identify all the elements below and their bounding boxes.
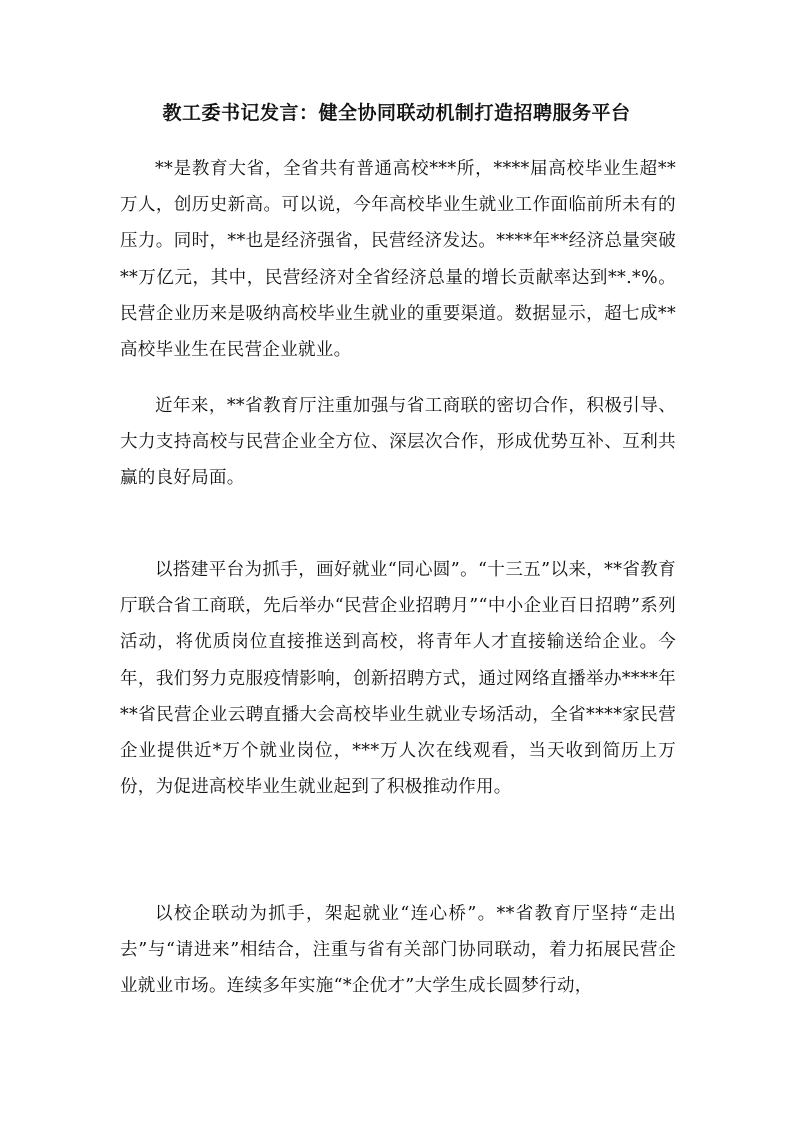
paragraph-2: 近年来，**省教育厅注重加强与省工商联的密切合作，积极引导、大力支持高校与民营企业全方位、深层次合作，形成优势互补、互利共赢的良好局面。 — [120, 396, 676, 489]
document-title: 教工委书记发言：健全协同联动机制打造招聘服务平台 — [162, 102, 631, 124]
paragraph-4: 以校企联动为抓手，架起就业“连心桥”。**省教育厅坚持“走出去”与“请进来”相结合，注重与省有关部门协同联动，着力拓展民营企业就业市场。连续多年实施“*企优才”大学生成长圆梦行动， — [120, 904, 676, 997]
paragraph-3: 以搭建平台为抓手，画好就业“同心圆”。“十三五”以来，**省教育厅联合省工商联，先后举办“民营企业招聘月”“中小企业百日招聘”系列活动，将优质岗位直接推送到高校，将青年人才直接输送给企业。今年，我们努力克服疫情影响，创新招聘方式，通过网络直播举办****年**省民营企业云聘直播大会高校毕业生就业专场活动，全省****家民营企业提供近*万个就业岗位，***万人次在线观看，当天收到简历上万份，为促进高校毕业生就业起到了积极推动作用。 — [120, 560, 676, 798]
paragraph-1: **是教育大省，全省共有普通高校***所，****届高校毕业生超**万人，创历史新高。可以说，今年高校毕业生就业工作面临前所未有的压力。同时，**也是经济强省，民营经济发达。****年**经济总量突破**万亿元，其中，民营经济对全省经济总量的增长贡献率达到**.*%。民营企业历来是吸纳高校毕业生就业的重要渠道。数据显示，超七成**高校毕业生在民营企业就业。 — [120, 159, 676, 361]
